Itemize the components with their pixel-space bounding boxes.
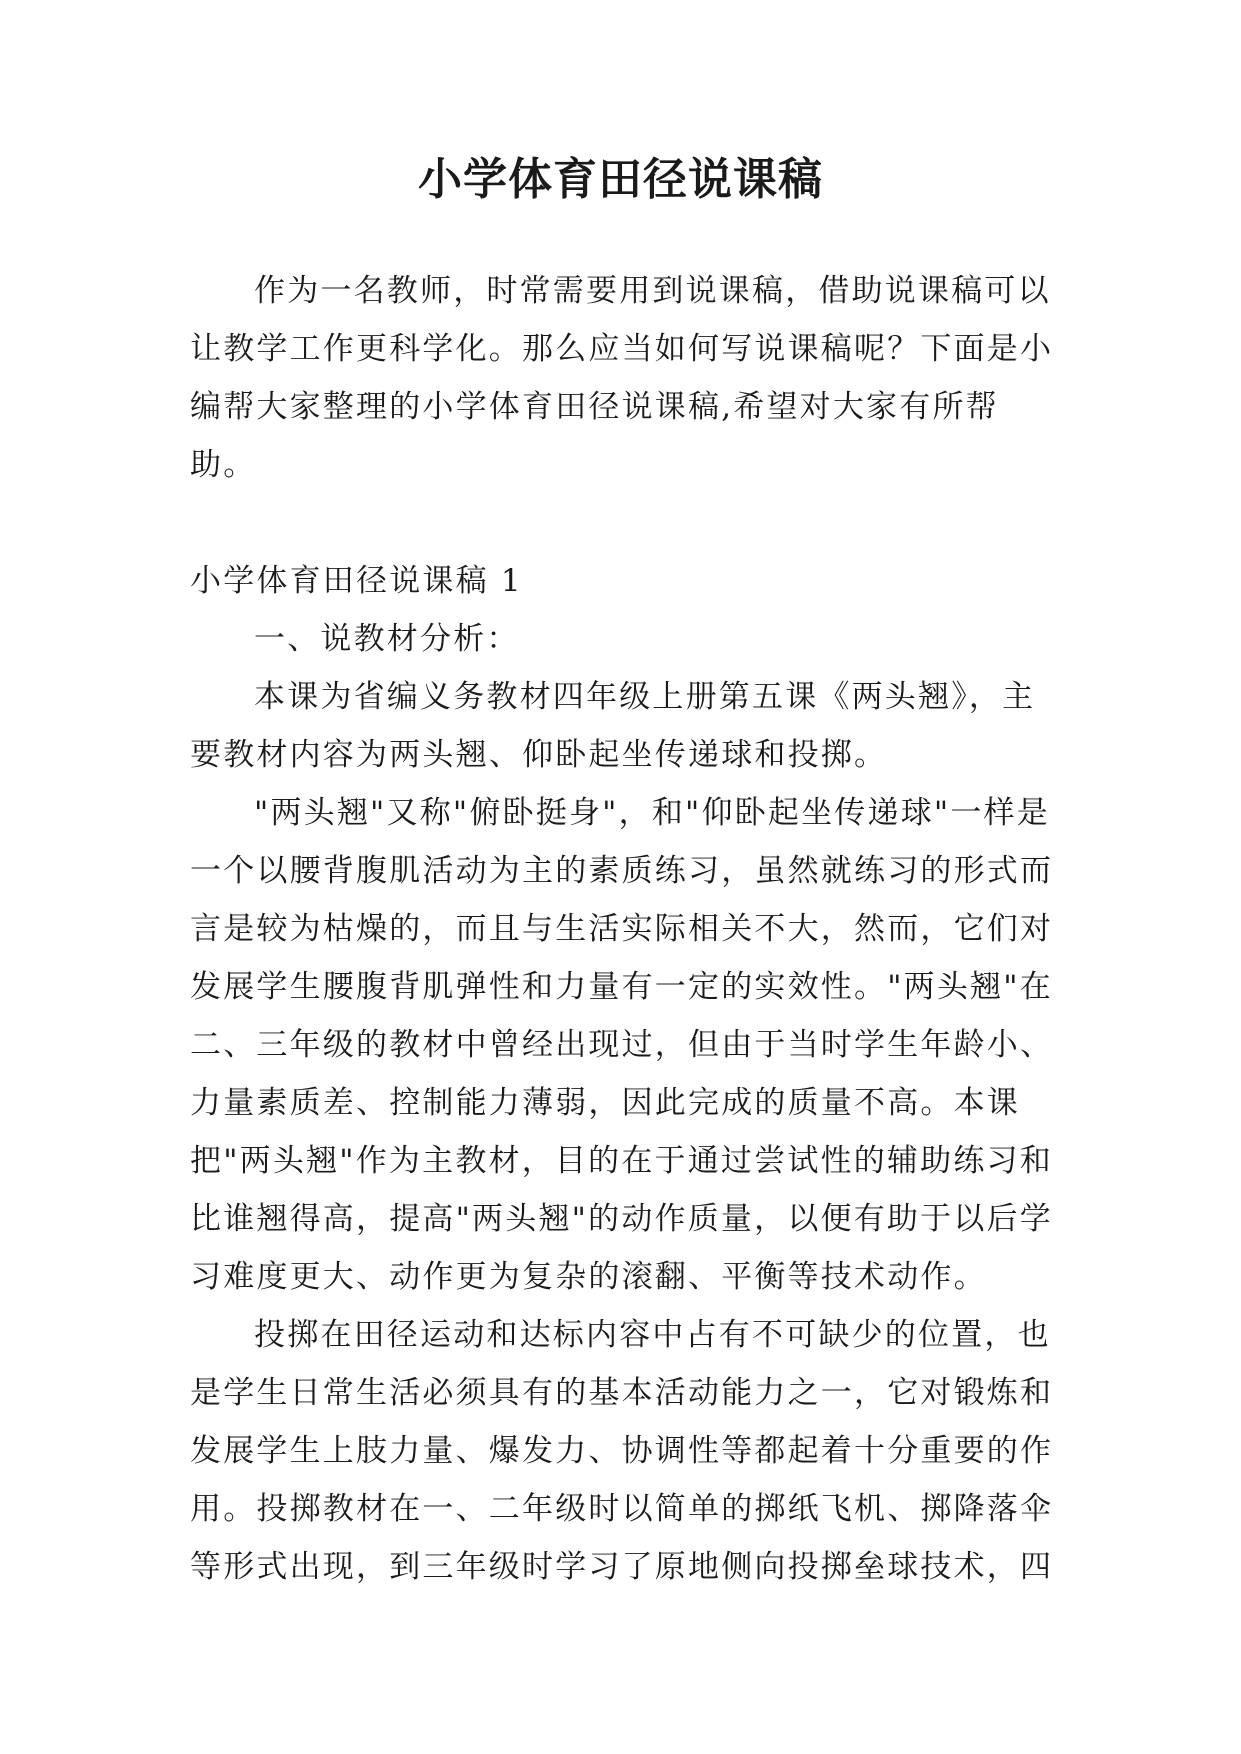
body-paragraph: "两头翘"又称"俯卧挺身"，和"仰卧起坐传递球"一样是一个以腰背腹肌活动为主的素质练习，虽然就练习的形式而言是较为枯燥的，而且与生活实际相关不大，然而，它们对发展学生腰腹背肌弹性和力量有一定的实效性。"两头翘"在二、三年级的教材中曾经出现过，但由于当时学生年龄小、力量素质差、控制能力薄弱，因此完成的质量不高。本课把"两头翘"作为主教材，目的在于通过尝试性的辅助练习和比谁翘得高，提高"两头翘"的动作质量，以便有助于以后学习难度更大、动作更为复杂的滚翻、平衡等技术动作。 bbox=[190, 795, 1054, 1295]
document-body bbox=[190, 262, 1056, 1596]
document-title: 小学体育田径说课稿 bbox=[418, 154, 823, 205]
intro-paragraph: 作为一名教师，时常需要用到说课稿，借助说课稿可以让教学工作更科学化。那么应当如何写说课稿呢？下面是小编帮大家整理的小学体育田径说课稿,希望对大家有所帮助。 bbox=[190, 273, 1054, 483]
body-paragraph: 本课为省编义务教材四年级上册第五课《两头翘》，主要教材内容为两头翘、仰卧起坐传递球和投掷。 bbox=[190, 679, 1036, 773]
subheading: 一、说教材分析： bbox=[254, 621, 520, 657]
paragraph-spacer bbox=[190, 494, 1056, 552]
body-paragraph: 投掷在田径运动和达标内容中占有不可缺少的位置，也是学生日常生活必须具有的基本活动能力之一，它对锻炼和发展学生上肢力量、爆发力、协调性等都起着十分重要的作用。投掷教材在一、二年级时以简单的掷纸飞机、掷降落伞等形式出现，到三年级时学习了原地侧向投掷垒球技术，四 bbox=[190, 1317, 1054, 1585]
section-heading: 小学体育田径说课稿 1 bbox=[190, 563, 523, 599]
